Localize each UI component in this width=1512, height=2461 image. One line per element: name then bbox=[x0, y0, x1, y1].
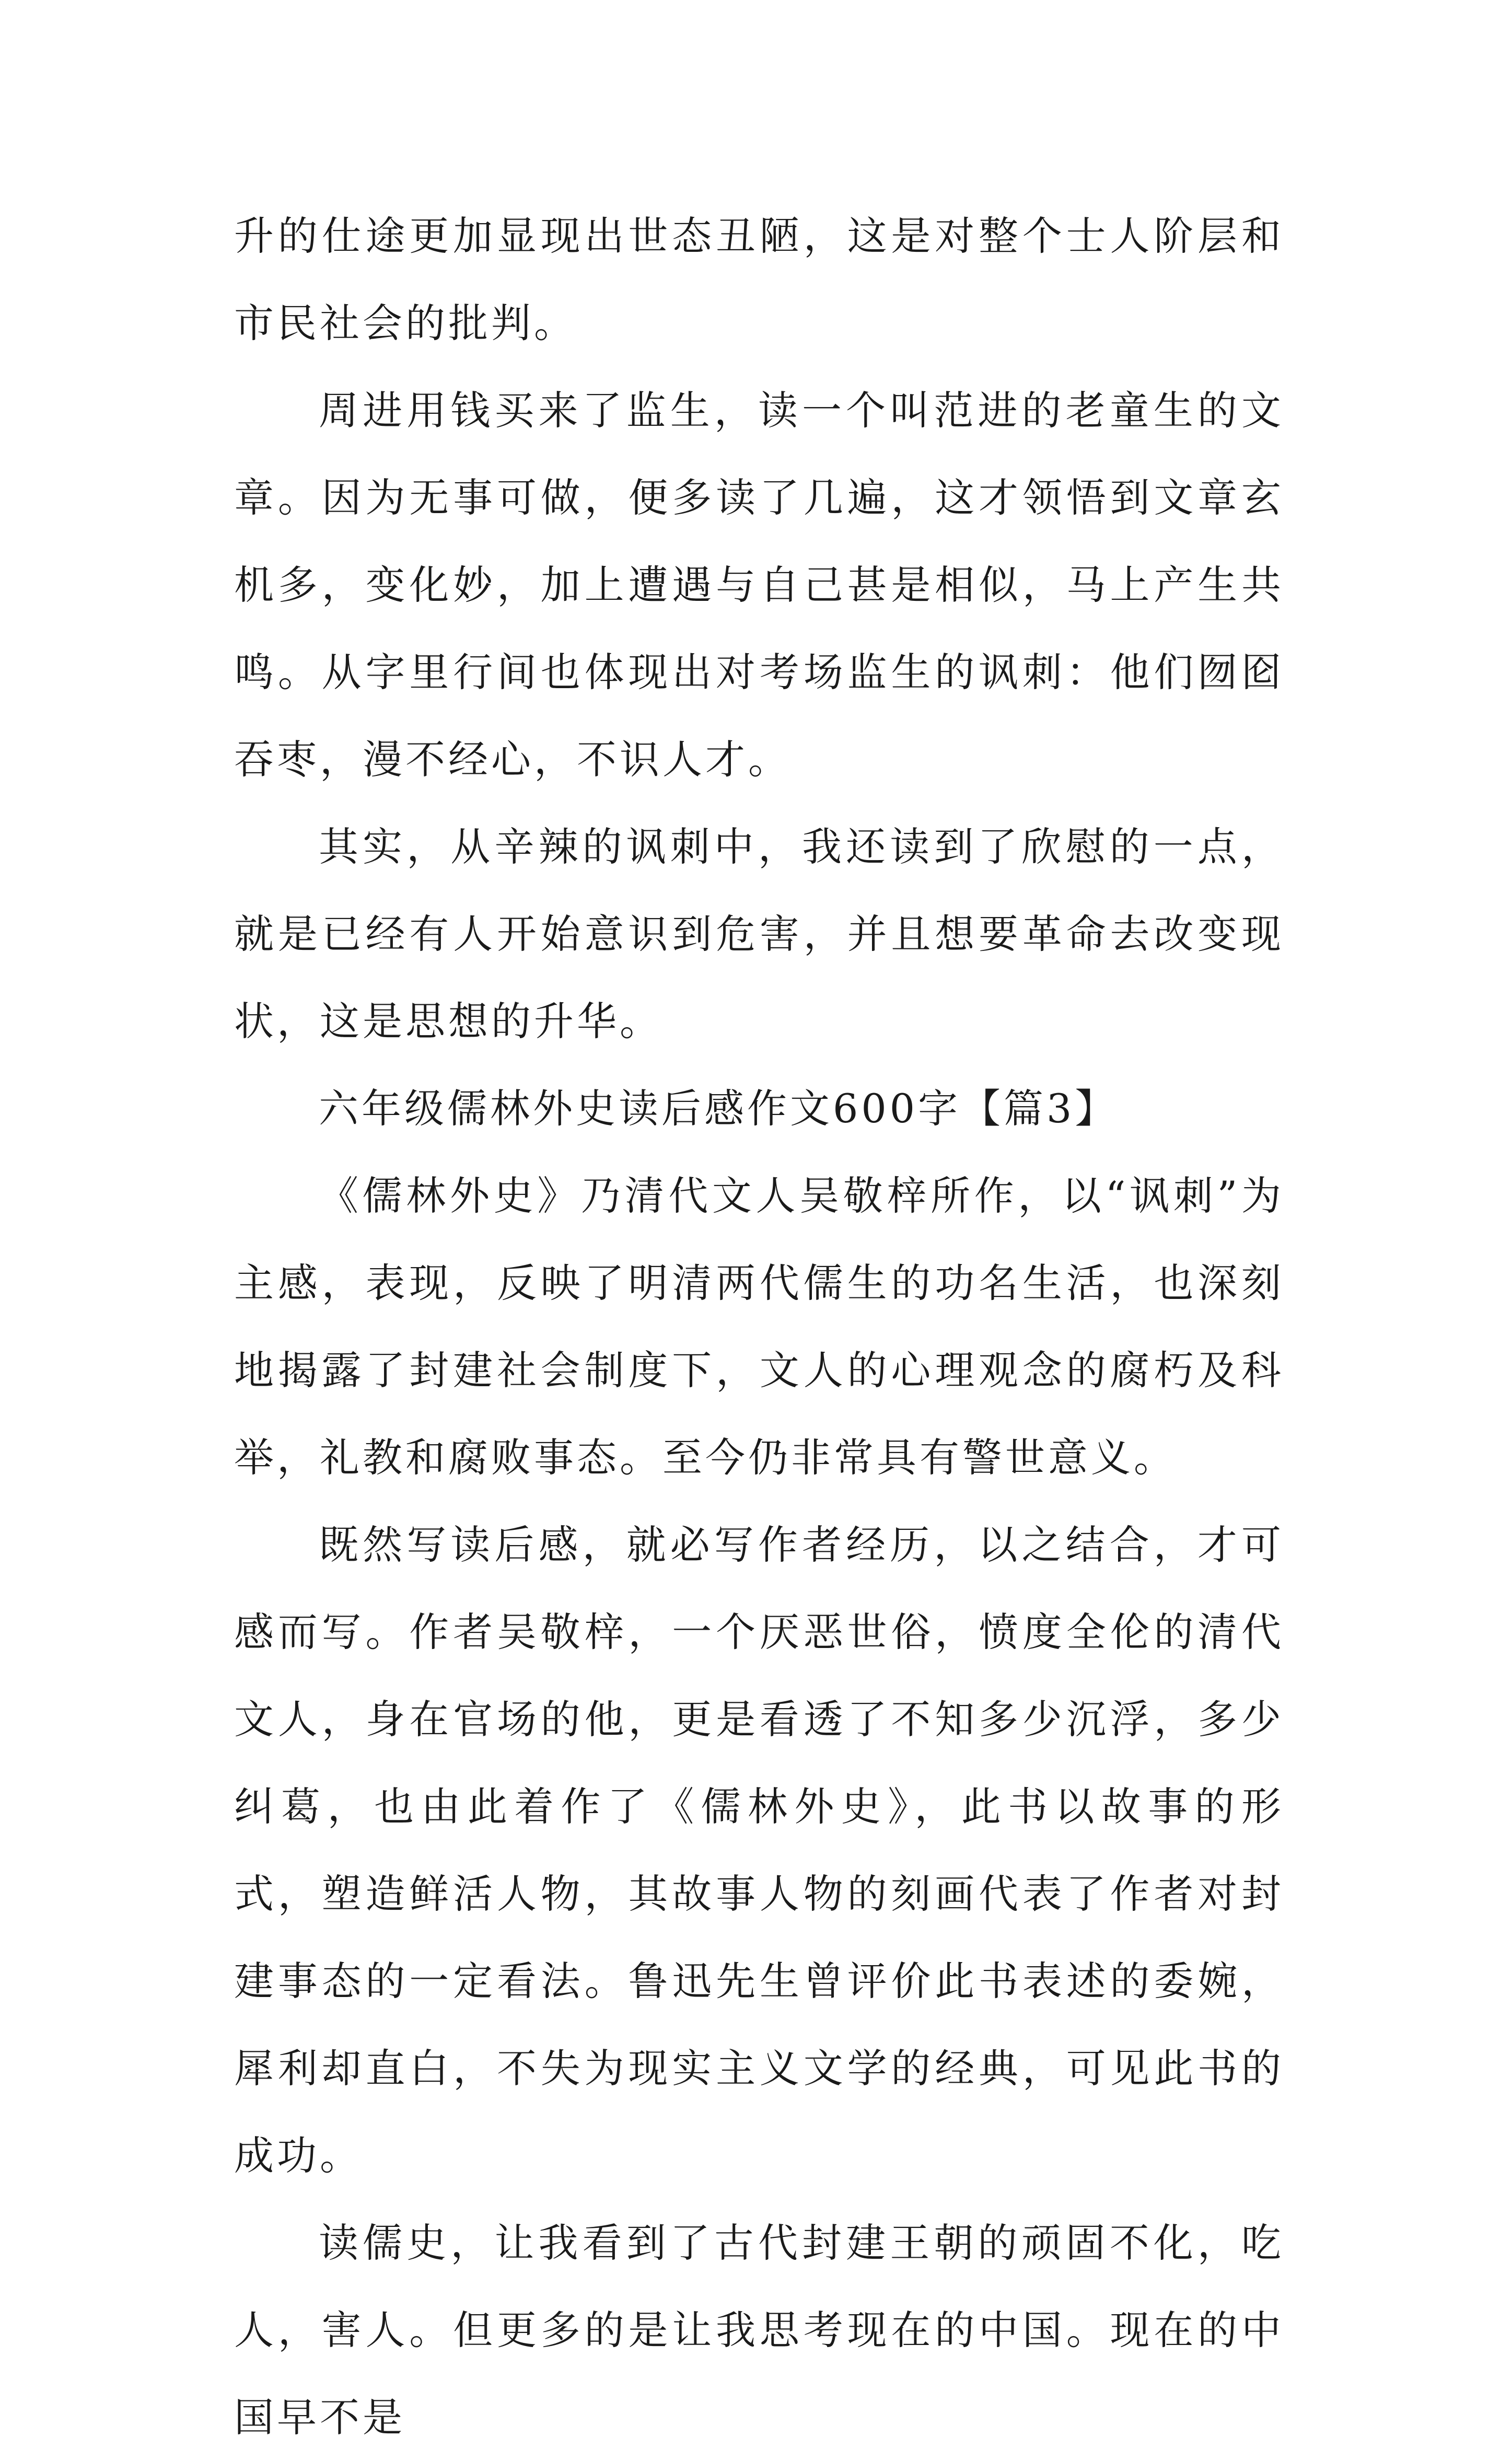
paragraph-reading-reflection: 读儒史，让我看到了古代封建王朝的顽固不化，吃人，害人。但更多的是让我思考现在的中国。现在的中国早不是 bbox=[234, 2220, 1284, 2441]
paragraph-continued: 升的仕途更加显现出世态丑陋，这是对整个士人阶层和市民社会的批判。 bbox=[234, 213, 1284, 346]
paragraph-author: 既然写读后感，就必写作者经历，以之结合，才可感而写。作者吴敬梓，一个厌恶世俗，愤度全伦的清代文人，身在官场的他，更是看透了不知多少沉浮，多少纠葛，也由此着作了《儒林外史》，此书以故事的形式，塑造鲜活人物，其故事人物的刻画代表了作者对封建事态的一定看法。鲁迅先生曾评价此书表述的委婉，犀利却直白，不失为现实主义文学的经典，可见此书的成功。 bbox=[234, 1522, 1284, 2179]
paragraph-satire-reflection: 其实，从辛辣的讽刺中，我还读到了欣慰的一点，就是已经有人开始意识到危害，并且想要革命去改变现状，这是思想的升华。 bbox=[234, 823, 1284, 1044]
paragraph-book-intro: 《儒林外史》乃清代文人吴敬梓所作，以“讽刺”为主感，表现，反映了明清两代儒生的功名生活，也深刻地揭露了封建社会制度下，文人的心理观念的腐朽及科举，礼教和腐败事态。至今仍非常具有警世意义。 bbox=[234, 1173, 1284, 1481]
document-body bbox=[234, 192, 1284, 2461]
section-title: 六年级儒林外史读后感作文600字【篇3】 bbox=[319, 1085, 1118, 1132]
paragraph-zhou-jin: 周进用钱买来了监生，读一个叫范进的老童生的文章。因为无事可做，便多读了几遍，这才领悟到文章玄机多，变化妙，加上遭遇与自己甚是相似，马上产生共鸣。从字里行间也体现出对考场监生的讽刺：他们囫囵吞枣，漫不经心，不识人才。 bbox=[234, 387, 1284, 783]
